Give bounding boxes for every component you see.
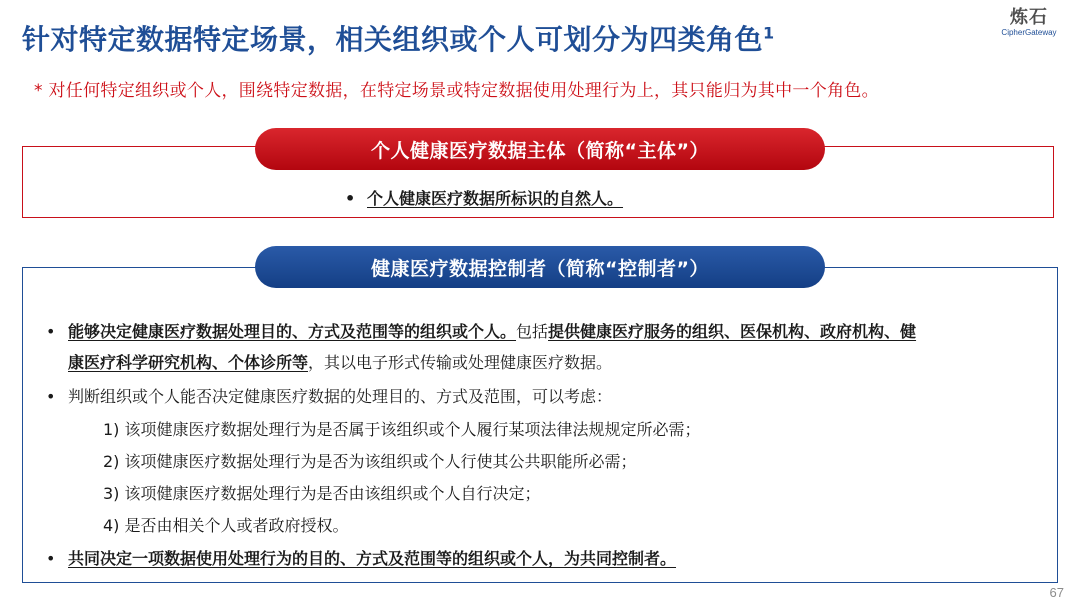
controller-bullet-1 [46,322,916,342]
bullet-dot: • [345,189,356,208]
subject-header-pill: 个人健康医疗数据主体（简称“主体”） [255,128,825,170]
subject-bullet [345,186,623,209]
controller-bullet-2 [46,387,612,407]
controller-bullet-3 [46,549,676,569]
controller-criteria-intro: 判断组织或个人能否决定健康医疗数据的处理目的、方式及范围，可以考虑： [68,387,613,406]
title-footnote-marker: 1 [763,23,775,43]
controller-examples-1: 提供健康医疗服务的组织、医保机构、政府机构、健 [548,322,917,341]
company-logo [994,8,1064,38]
controller-definition: 能够决定健康医疗数据处理目的、方式及范围等的组织或个人。 [68,322,517,341]
criteria-item-2: 2) 该项健康医疗数据处理行为是否为该组织或个人行使其公共职能所必需； [103,452,637,471]
bullet-dot: • [46,549,56,568]
page-number: 67 [1049,585,1064,600]
logo-sub-text: CipherGateway [1001,28,1057,37]
criteria-item-1: 1) 该项健康医疗数据处理行为是否属于该组织或个人履行某项法律法规规定所必需； [103,420,701,439]
subject-bullet-text: 个人健康医疗数据所标识的自然人。 [367,189,624,208]
controller-bullet-1-cont [68,353,612,373]
controller-examples-2: 康医疗科学研究机构、个体诊所等 [68,353,309,372]
controller-examples-tail: ，其以电子形式传输或处理健康医疗数据。 [308,353,613,372]
bullet-dot: • [46,387,56,406]
controller-includes-label: 包括 [516,322,549,341]
note-text: * 对任何特定组织或个人，围绕特定数据，在特定场景或特定数据使用处理行为上，其只能归为其中一个角色。 [34,81,879,101]
page-title: 针对特定数据特定场景，相关组织或个人可划分为四类角色$^1$ [22,23,775,56]
logo-main-text: 炼石 [1010,7,1048,28]
controller-header-pill: 健康医疗数据控制者（简称“控制者”） [255,246,825,288]
bullet-dot: • [46,322,56,341]
criteria-item-4: 4) 是否由相关个人或者政府授权。 [103,516,349,535]
joint-controller-definition: 共同决定一项数据使用处理行为的目的、方式及范围等的组织或个人，为共同控制者。 [68,549,677,568]
criteria-item-3: 3) 该项健康医疗数据处理行为是否由该组织或个人自行决定； [103,484,541,503]
